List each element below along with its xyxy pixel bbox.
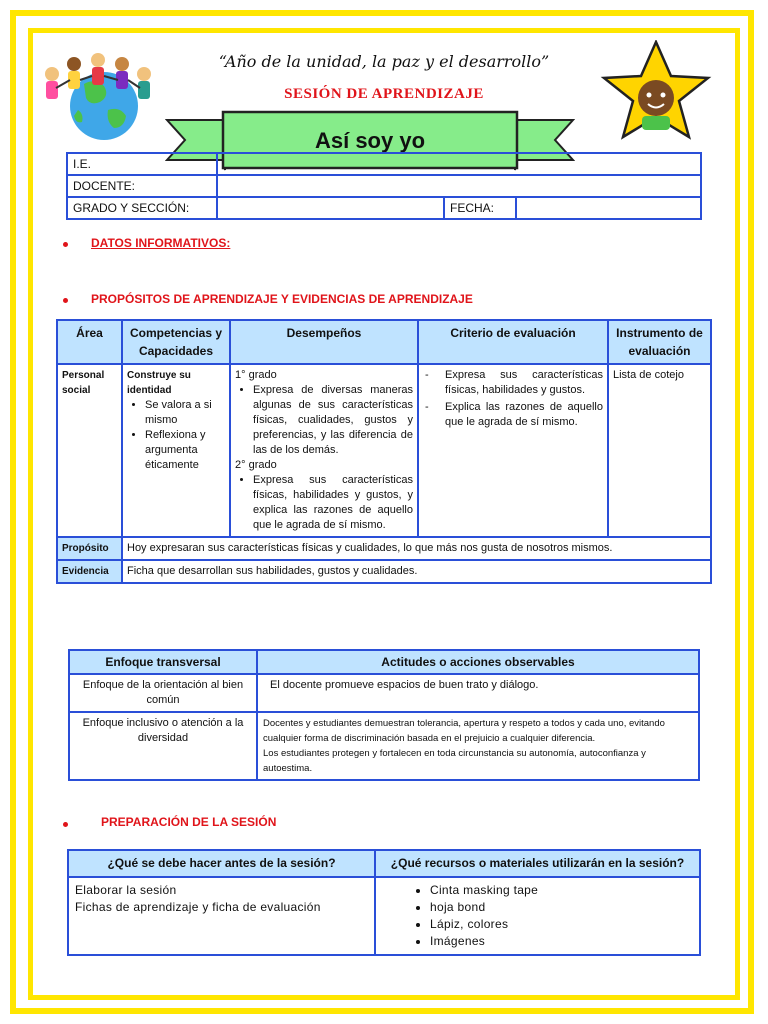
- section-datos-informativos: DATOS INFORMATIVOS:: [91, 236, 231, 250]
- recurso-item: • Cinta masking tape: [430, 882, 693, 899]
- school-year-motto: “Año de la unidad, la paz y el desarrollo”: [218, 52, 550, 71]
- evidencia-label: Evidencia: [57, 560, 122, 583]
- bullet-icon: [63, 822, 68, 827]
- header-actitudes: Actitudes o acciones observables: [257, 650, 699, 674]
- propositos-table: [56, 319, 712, 584]
- dash-icon: -: [425, 369, 429, 381]
- actitud-inclusivo-2: Los estudiantes protegen y fortalecen en toda circunstancia su autonomía, autoconfianza y autoestima.: [263, 748, 646, 774]
- capacidad-item: • Se valora a si mismo: [145, 398, 225, 428]
- enfoque-inclusivo: Enfoque inclusivo o atención a la diversidad: [69, 712, 257, 780]
- desempeno-item: • Expresa de diversas maneras algunas de sus características físicas, cualidades, gustos y preferencias, y las diferencia de las de los demás.: [253, 383, 413, 458]
- actitud-inclusivo-1: Docentes y estudiantes demuestran tolerancia, apertura y respeto a todos y cada uno, evitando cualquier forma de discriminación basada en el prejuicio a cualquier diferencia.: [263, 718, 665, 744]
- enfoque-table: [68, 649, 700, 781]
- header-criterio: Criterio de evaluación: [418, 320, 608, 364]
- actitud-bien-comun: El docente promueve espacios de buen trato y diálogo.: [257, 674, 699, 712]
- enfoque-bien-comun: Enfoque de la orientación al bien común: [69, 674, 257, 712]
- criterio-item: Explica las razones de aquello que le agrada de sí mismo.: [445, 401, 603, 428]
- header-enfoque: Enfoque transversal: [69, 650, 257, 674]
- header-antes: ¿Qué se debe hacer antes de la sesión?: [68, 850, 375, 877]
- ie-label: I.E.: [67, 153, 217, 175]
- grado1-label: 1° grado: [235, 369, 277, 381]
- proposito-text: Hoy expresaran sus características físicas y cualidades, lo que más nos gusta de nosotros mismos.: [122, 537, 711, 560]
- recurso-item: • hoja bond: [430, 899, 693, 916]
- info-table: [66, 152, 702, 220]
- section-propositos: PROPÓSITOS DE APRENDIZAJE Y EVIDENCIAS DE APRENDIZAJE: [91, 292, 473, 306]
- area-value: Personal social: [57, 364, 122, 537]
- header-competencias: Competencias y Capacidades: [122, 320, 230, 364]
- capacidad-item: • Reflexiona y argumenta éticamente: [145, 428, 225, 473]
- docente-value[interactable]: [217, 175, 701, 197]
- header-area: Área: [57, 320, 122, 364]
- proposito-label: Propósito: [57, 537, 122, 560]
- preparacion-table: [67, 849, 701, 956]
- antes-item: Fichas de aprendizaje y ficha de evaluación: [75, 900, 321, 914]
- desempeno-item: • Expresa sus características físicas, habilidades y gustos, y explica las razones de aquello que le agrada de sí mismo.: [253, 473, 413, 533]
- recurso-item: • Imágenes: [430, 933, 693, 950]
- docente-label: DOCENTE:: [67, 175, 217, 197]
- criterio-item: Expresa sus características físicas, habilidades y gustos.: [445, 369, 603, 396]
- session-title: SESIÓN DE APRENDIZAJE: [284, 86, 484, 102]
- header-instrumento: Instrumento de evaluación: [608, 320, 711, 364]
- grado2-label: 2° grado: [235, 459, 277, 471]
- bullet-icon: [63, 242, 68, 247]
- fecha-label: FECHA:: [444, 197, 516, 219]
- bullet-icon: [63, 298, 68, 303]
- recurso-item: • Lápiz, colores: [430, 916, 693, 933]
- fecha-value[interactable]: [516, 197, 701, 219]
- grado-value[interactable]: [217, 197, 444, 219]
- lesson-title: Así soy yo: [314, 128, 426, 153]
- ie-value[interactable]: [217, 153, 701, 175]
- instrumento-value: Lista de cotejo: [608, 364, 711, 537]
- dash-icon: -: [425, 401, 429, 413]
- competencia-title: Construye su identidad: [127, 370, 191, 396]
- header-recursos: ¿Qué recursos o materiales utilizarán en la sesión?: [375, 850, 700, 877]
- section-preparacion: PREPARACIÓN DE LA SESIÓN: [101, 815, 277, 829]
- evidencia-text: Ficha que desarrollan sus habilidades, gustos y cualidades.: [122, 560, 711, 583]
- header-desempenos: Desempeños: [230, 320, 418, 364]
- grado-label: GRADO Y SECCIÓN:: [67, 197, 217, 219]
- antes-item: Elaborar la sesión: [75, 883, 177, 897]
